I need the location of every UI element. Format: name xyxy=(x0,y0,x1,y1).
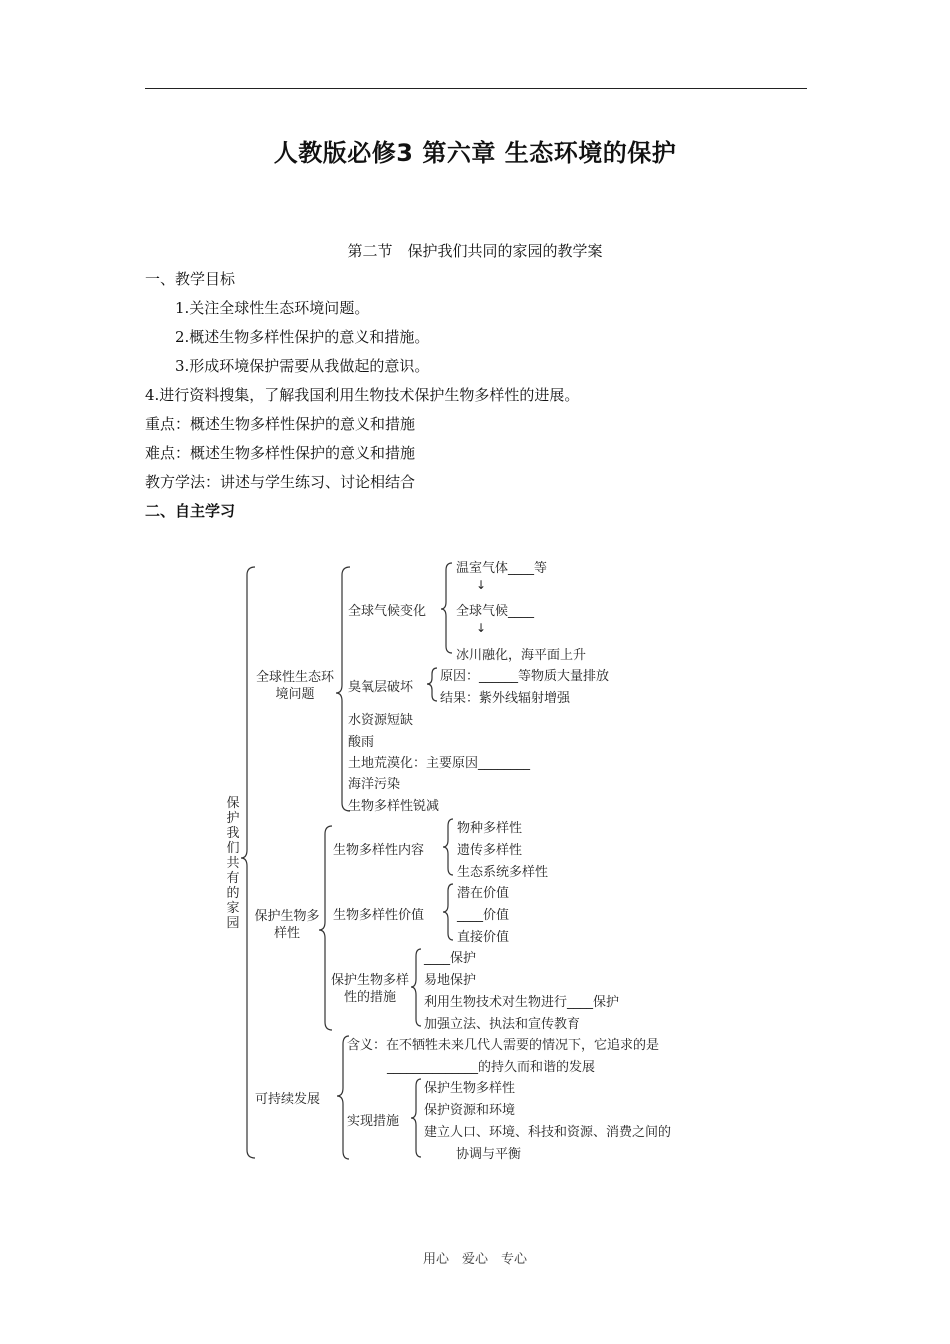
content-item: 物种多样性 xyxy=(457,821,523,836)
ozone-result: 结果：紫外线辐射增强 xyxy=(440,691,571,706)
biodiversity-value-label: 生物多样性价值 xyxy=(333,908,425,923)
sustain-meaning-line1: 含义：在不牺牲未来几代人需要的情况下，它追求的是 xyxy=(347,1038,660,1053)
desertification: 土地荒漠化：主要原因________ xyxy=(348,756,531,771)
sustain-measures-bracket xyxy=(411,1079,421,1157)
climate-bracket xyxy=(441,563,452,653)
root-label: 保护我们共有的家园 xyxy=(226,796,240,931)
sustain-measure-item: 保护资源和环境 xyxy=(424,1103,516,1118)
sustain-measures-label: 实现措施 xyxy=(347,1114,400,1129)
climate-step-3: 冰川融化，海平面上升 xyxy=(456,648,587,663)
sustain-bracket xyxy=(337,1036,349,1159)
goal-2: 2.概述生物多样性保护的意义和措施。 xyxy=(175,328,430,346)
difficulty: 难点：概述生物多样性保护的意义和措施 xyxy=(145,444,416,462)
biodiversity-content-label: 生物多样性内容 xyxy=(333,843,425,858)
measure-item: 利用生物技术对生物进行____保护 xyxy=(424,995,620,1010)
ozone-bracket xyxy=(427,668,437,701)
content-item: 遗传多样性 xyxy=(457,843,523,858)
sustainable-development-label: 可持续发展 xyxy=(255,1092,321,1107)
climate-step-2: 全球气候____ xyxy=(456,604,535,619)
measures-bracket xyxy=(411,949,421,1026)
page-footer: 用心 爱心 专心 xyxy=(422,1252,527,1267)
protect-measures-label: 保护生物多样性的措施 xyxy=(330,973,409,1005)
global-issues-label: 全球性生态环境问题 xyxy=(255,670,334,702)
sustain-meaning-line2: ______________的持久而和谐的发展 xyxy=(387,1060,596,1075)
measure-item: 加强立法、执法和宣传教育 xyxy=(424,1017,581,1032)
section-subtitle: 第二节 保护我们共同的家园的教学案 xyxy=(347,242,603,260)
protect-biodiversity-label: 保护生物多样性 xyxy=(254,909,320,941)
content-bracket xyxy=(443,819,453,875)
climate-step-1: 温室气体____等 xyxy=(456,561,548,576)
key-point: 重点：概述生物多样性保护的意义和措施 xyxy=(145,415,416,433)
measure-item: ____保护 xyxy=(424,951,477,966)
measure-item: 易地保护 xyxy=(424,973,477,988)
page-title: 人教版必修3 第六章 生态环境的保护 xyxy=(273,139,677,167)
biodiversity-decline: 生物多样性锐减 xyxy=(348,799,440,814)
sustain-measure-item: 协调与平衡 xyxy=(456,1147,522,1162)
section1-heading: 一、教学目标 xyxy=(145,270,236,288)
goal-4: 4.进行资料搜集，了解我国利用生物技术保护生物多样性的进展。 xyxy=(145,386,580,404)
ocean-pollution: 海洋污染 xyxy=(348,777,401,792)
goal-3: 3.形成环境保护需要从我做起的意识。 xyxy=(175,357,430,375)
goal-1: 1.关注全球性生态环境问题。 xyxy=(175,299,370,317)
content-item: 生态系统多样性 xyxy=(457,865,549,880)
value-bracket xyxy=(443,884,453,940)
climate-change-label: 全球气候变化 xyxy=(348,604,427,619)
acid-rain: 酸雨 xyxy=(348,735,375,750)
section2-heading: 二、自主学习 xyxy=(145,502,236,520)
ozone-label: 臭氧层破坏 xyxy=(348,680,414,695)
down-arrow-icon: ↓ xyxy=(476,578,487,592)
sustain-measure-item: 保护生物多样性 xyxy=(424,1081,516,1096)
sustain-measure-item: 建立人口、环境、科技和资源、消费之间的 xyxy=(424,1125,672,1140)
value-item: 潜在价值 xyxy=(457,886,510,901)
ozone-cause: 原因：______等物质大量排放 xyxy=(440,669,610,684)
value-item: 直接价值 xyxy=(457,930,510,945)
water-shortage: 水资源短缺 xyxy=(348,713,414,728)
down-arrow-icon: ↓ xyxy=(476,621,487,635)
value-item: ____价值 xyxy=(457,908,510,923)
teaching-method: 教方学法：讲述与学生练习、讨论相结合 xyxy=(145,473,416,491)
root-bracket xyxy=(241,567,255,1158)
